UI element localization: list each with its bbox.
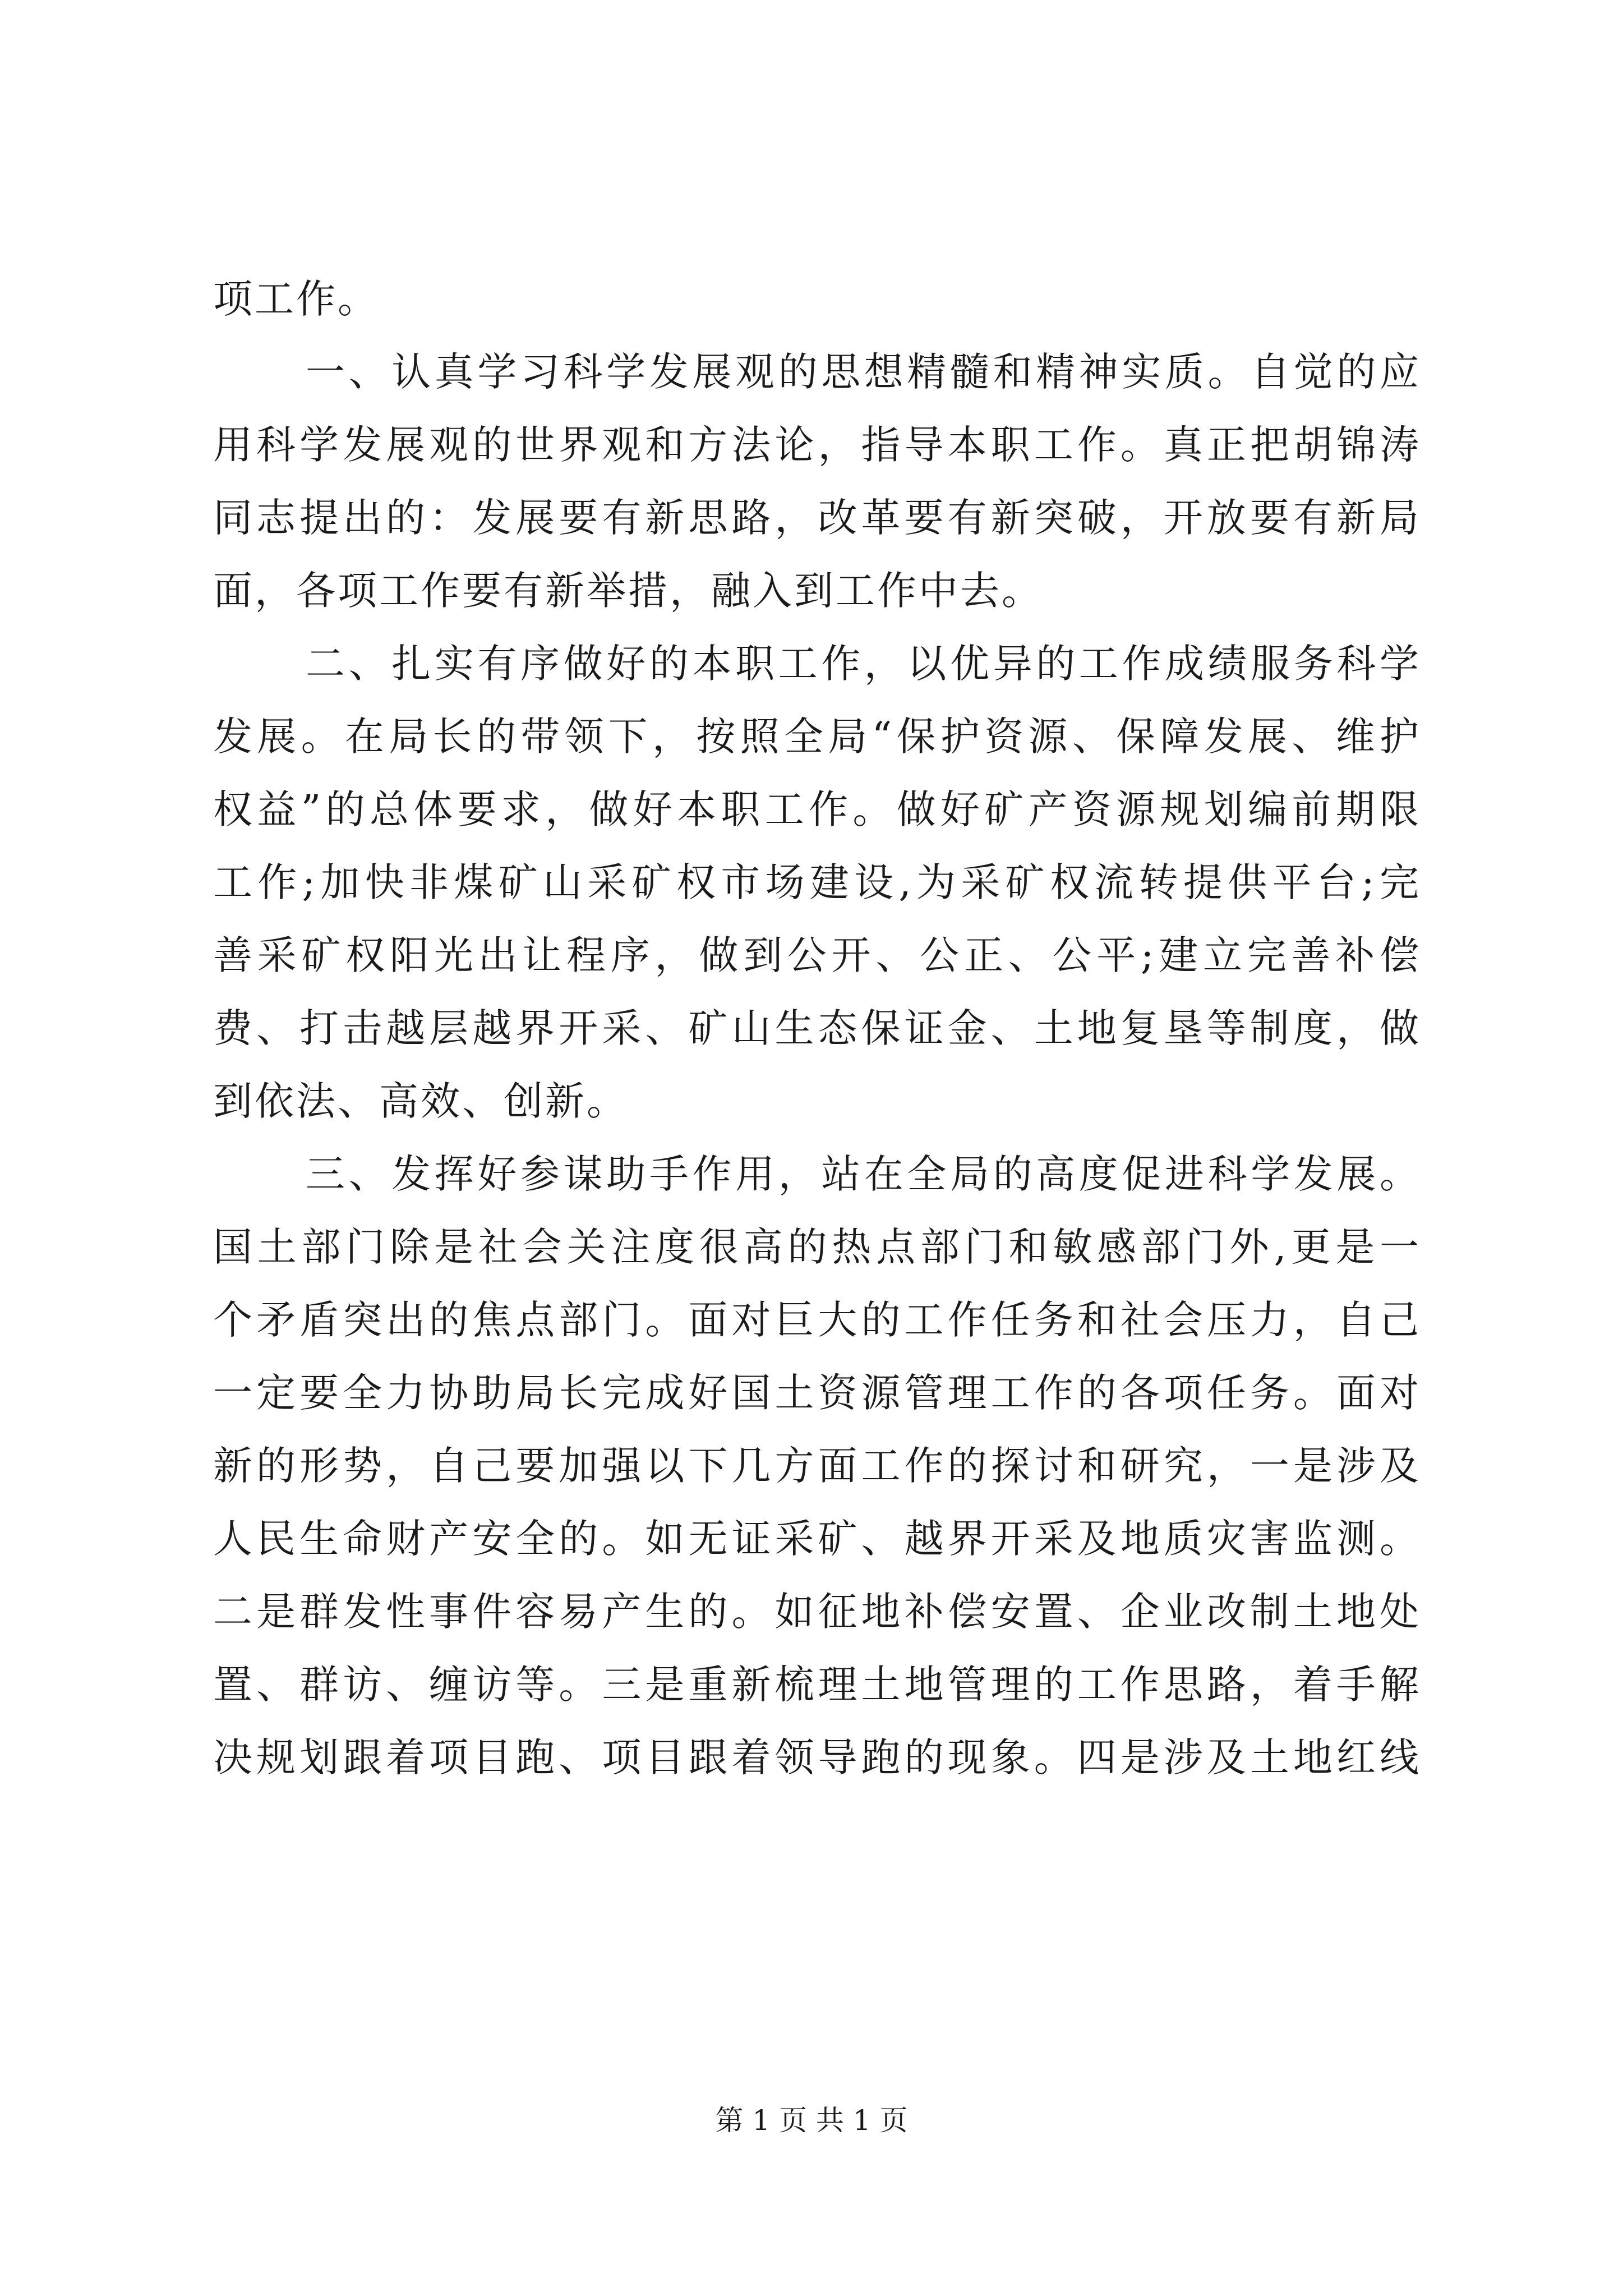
- paragraph-2-start: 二、扎实有序做好的本职工作，以优异的工作成绩服务科学: [306, 641, 1419, 687]
- text-line: 面，各项工作要有新举措，融入到工作中去。: [213, 568, 1043, 614]
- text-line: 一定要全力协助局长完成好国土资源管理工作的各项任务。面对: [213, 1370, 1419, 1416]
- text-line: 决规划跟着项目跑、项目跟着领导跑的现象。四是涉及土地红线: [213, 1734, 1419, 1780]
- text-line: 置、群访、缠访等。三是重新梳理土地管理的工作思路，着手解: [213, 1662, 1419, 1708]
- text-line: 人民生命财产安全的。如无证采矿、越界开采及地质灾害监测。: [213, 1516, 1419, 1562]
- page-number-footer: 第 1 页 共 1 页: [715, 2104, 908, 2137]
- text-line: 个矛盾突出的焦点部门。面对巨大的工作任务和社会压力，自己: [213, 1297, 1419, 1343]
- text-line: 工作;加快非煤矿山采矿权市场建设,为采矿权流转提供平台;完: [213, 859, 1419, 905]
- text-line: 同志提出的：发展要有新思路，改革要有新突破，开放要有新局: [213, 495, 1419, 541]
- text-line: 二是群发性事件容易产生的。如征地补偿安置、企业改制土地处: [213, 1589, 1419, 1635]
- text-line: 到依法、高效、创新。: [213, 1078, 628, 1124]
- text-line: 项工作。: [213, 276, 379, 322]
- text-line: 国土部门除是社会关注度很高的热点部门和敏感部门外,更是一: [213, 1224, 1419, 1270]
- text-line: 新的形势，自己要加强以下几方面工作的探讨和研究，一是涉及: [213, 1443, 1419, 1489]
- paragraph-3-start: 三、发挥好参谋助手作用，站在全局的高度促进科学发展。: [306, 1151, 1419, 1197]
- text-line: 权益”的总体要求，做好本职工作。做好矿产资源规划编前期限: [213, 786, 1419, 832]
- text-line: 善采矿权阳光出让程序，做到公开、公正、公平;建立完善补偿: [213, 932, 1419, 978]
- paragraph-1-start: 一、认真学习科学发展观的思想精髓和精神实质。自觉的应: [306, 349, 1419, 395]
- text-line: 发展。在局长的带领下，按照全局“保护资源、保障发展、维护: [213, 714, 1419, 760]
- text-line: 用科学发展观的世界观和方法论，指导本职工作。真正把胡锦涛: [213, 422, 1419, 468]
- text-line: 费、打击越层越界开采、矿山生态保证金、土地复垦等制度，做: [213, 1005, 1419, 1051]
